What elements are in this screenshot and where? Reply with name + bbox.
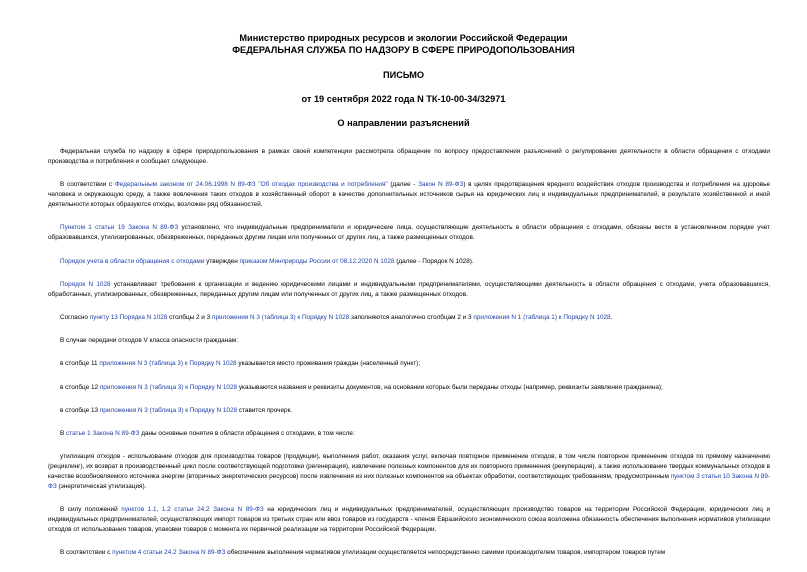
paragraph-text: (энергетическая утилизация). (56, 483, 147, 491)
paragraph (48, 313, 770, 323)
document-link[interactable]: приложения N 3 (таблица 3) к Порядку N 1028 (99, 406, 238, 414)
paragraph-text: (далее - (387, 181, 419, 189)
paragraph (48, 548, 770, 558)
paragraph-text: В силу положений (60, 506, 122, 514)
paragraph-text: утилизация отходов - использование отходов для производства товаров (продукции), выполнения работ, оказания услуг, включая повторное применение отходов, в том числе повторное применение отходов по прямому назначению (рециклинг), их возврат в производственный цикл после соответствующей подготовки (регенерация), извлечение полезных компонентов для их повторного применения (рекуперация), а также использование твердых коммунальных отходов в качестве возобновляемого источника энергии (вторичных энергетических ресурсов) после извлечения из них полезных компонентов на объектах обработки, соответствующих требованиям, предусмотренным (48, 453, 770, 481)
paragraph-text: Федеральная служба по надзору в сфере природопользования в рамках своей компетенции рассмотрела обращение по вопросу предоставления разъяснений о регулировании деятельности в области обращения с отходами производства и потребления и сообщает следующее. (48, 148, 770, 165)
document-link[interactable]: приложения N 3 (таблица 3) к Порядку N 1028 (99, 383, 238, 391)
paragraph (48, 505, 770, 535)
paragraph (48, 359, 770, 369)
paragraph-text: . (610, 313, 613, 321)
document-link[interactable]: Порядок N 1028 (60, 280, 111, 288)
paragraph (48, 280, 770, 300)
agency-name: ФЕДЕРАЛЬНАЯ СЛУЖБА ПО НАДЗОРУ В СФЕРЕ ПРИРОДОПОЛЬЗОВАНИЯ (232, 45, 575, 55)
document-link[interactable]: пунктом 3 статьи 10 Закона N 89-ФЗ (48, 473, 770, 491)
paragraph (48, 429, 770, 439)
document-link[interactable]: приложения N 3 (таблица 3) к Порядку N 1028 (99, 360, 237, 368)
paragraph (48, 452, 770, 492)
paragraph-text: (далее - Порядок N 1028). (394, 257, 474, 265)
paragraph-text: в столбце 13 (60, 406, 100, 414)
document-subject: О направлении разъяснений (337, 118, 470, 128)
document-link[interactable]: Пунктом 1 статьи 19 Закона N 89-ФЗ (60, 224, 179, 232)
paragraph-text: устанавливает требования к организации и ведению юридическими лицами и индивидуальными предпринимателями, осуществляющими деятельность в области обращения с отходами, учета образовавшихся, обработанных, утилизированных, обезвреженных, переданных другим лицам или полученных от других лиц, а также размещенных отходов. (48, 280, 770, 298)
paragraph-text: указывается место проживания граждан (населенный пункт); (236, 360, 421, 368)
document-link[interactable]: Закон N 89-ФЗ (418, 181, 464, 189)
paragraph-text: указываются названия и реквизиты документов, на основании которых были переданы отходы (например, реквизиты заявления гражданина); (237, 383, 663, 391)
document-link[interactable]: пунктов 1.1, 1.2 статьи 24.2 Закона N 89-ФЗ (121, 506, 264, 514)
paragraph (48, 257, 770, 267)
document-body (48, 147, 770, 572)
paragraph-text: В (60, 429, 67, 437)
document-link[interactable]: Порядок учета в области обращения с отходами (60, 257, 205, 265)
document-link[interactable]: статье 1 Закона N 89-ФЗ (66, 429, 140, 437)
organization-name: Министерство природных ресурсов и экологии Российской Федерации (239, 33, 568, 43)
document-link[interactable]: Федеральным законом от 24.06.1998 N 89-ФЗ "Об отходах производства и потребления" (114, 181, 388, 189)
document-link[interactable]: пункту 13 Порядка N 1028 (89, 313, 168, 321)
document-type: ПИСЬМО (382, 70, 425, 80)
document-link[interactable]: приложения N 1 (таблица 1) к Порядку N 1028 (473, 313, 611, 321)
paragraph-text: В случае передачи отходов V класса опасности гражданам: (60, 337, 238, 345)
paragraph-text: утвержден (204, 257, 240, 265)
paragraph-text: обеспечение выполнения нормативов утилизации осуществляется непосредственно самими производителем товаров, импортером товаров путем (225, 549, 666, 557)
paragraph-text: установлено, что индивидуальные предприниматели и юридические лица, осуществляющие деятельность в области обращения с отходами, обязаны вести в установленном порядке учет образовавшихся, утилизированных, обезвреженных, переданных другим лицам или полученных от других лиц, а также размещенных отходов. (48, 224, 770, 242)
paragraph-text: В соответствии с (60, 549, 113, 557)
paragraph (48, 336, 770, 346)
paragraph (48, 383, 770, 393)
paragraph-text: столбцы 2 и 3 (167, 313, 212, 321)
paragraph-text: заполняются аналогично столбцам 2 и 3 (349, 313, 474, 321)
paragraph-text: в столбце 12 (60, 383, 100, 391)
document-link[interactable]: пунктом 4 статьи 24.2 Закона N 89-ФЗ (112, 549, 226, 557)
paragraph (48, 223, 770, 243)
paragraph (48, 180, 770, 210)
paragraph-text: на юридических лиц и индивидуальных предпринимателей, осуществляющих производство товаров на территории Российской Федерации, юридических лиц и индивидуальных предпринимателей, осуществляющих импорт товаров из третьих стран или ввоз товаров из государств - членов Евразийского экономического союза возложена обязанность обеспечения выполнения нормативов утилизации отходов от использования товаров, упаковки товаров с момента их первичной реализации на территории Российской Федерации. (48, 506, 771, 534)
document-link[interactable]: приложения N 3 (таблица 3) к Порядку N 1028 (211, 313, 350, 321)
paragraph-text: Согласно (60, 313, 90, 321)
paragraph-text: в столбце 11 (60, 360, 100, 368)
document-date-number: от 19 сентября 2022 года N ТК-10-00-34/32971 (301, 94, 506, 104)
paragraph (48, 406, 770, 416)
paragraph-text: ) в целях предотвращения вредного воздействия отходов производства и потребления на здоровье человека и окружающую среду, а также вовлечения таких отходов в хозяйственный оборот в качестве дополнительных источников сырья на юридических лиц и индивидуальных предпринимателей, в результате хозяйственной и иной деятельности которых образуются отходы, возложен ряд обязанностей. (48, 181, 771, 209)
paragraph-text: ставится прочерк. (237, 406, 293, 414)
paragraph-text: В соответствии с (60, 181, 115, 189)
paragraph (48, 147, 770, 167)
document-link[interactable]: приказом Минприроды России от 08.12.2020 N 1028 (239, 257, 395, 265)
paragraph-text: даны основные понятия в области обращения с отходами, в том числе: (139, 429, 355, 437)
